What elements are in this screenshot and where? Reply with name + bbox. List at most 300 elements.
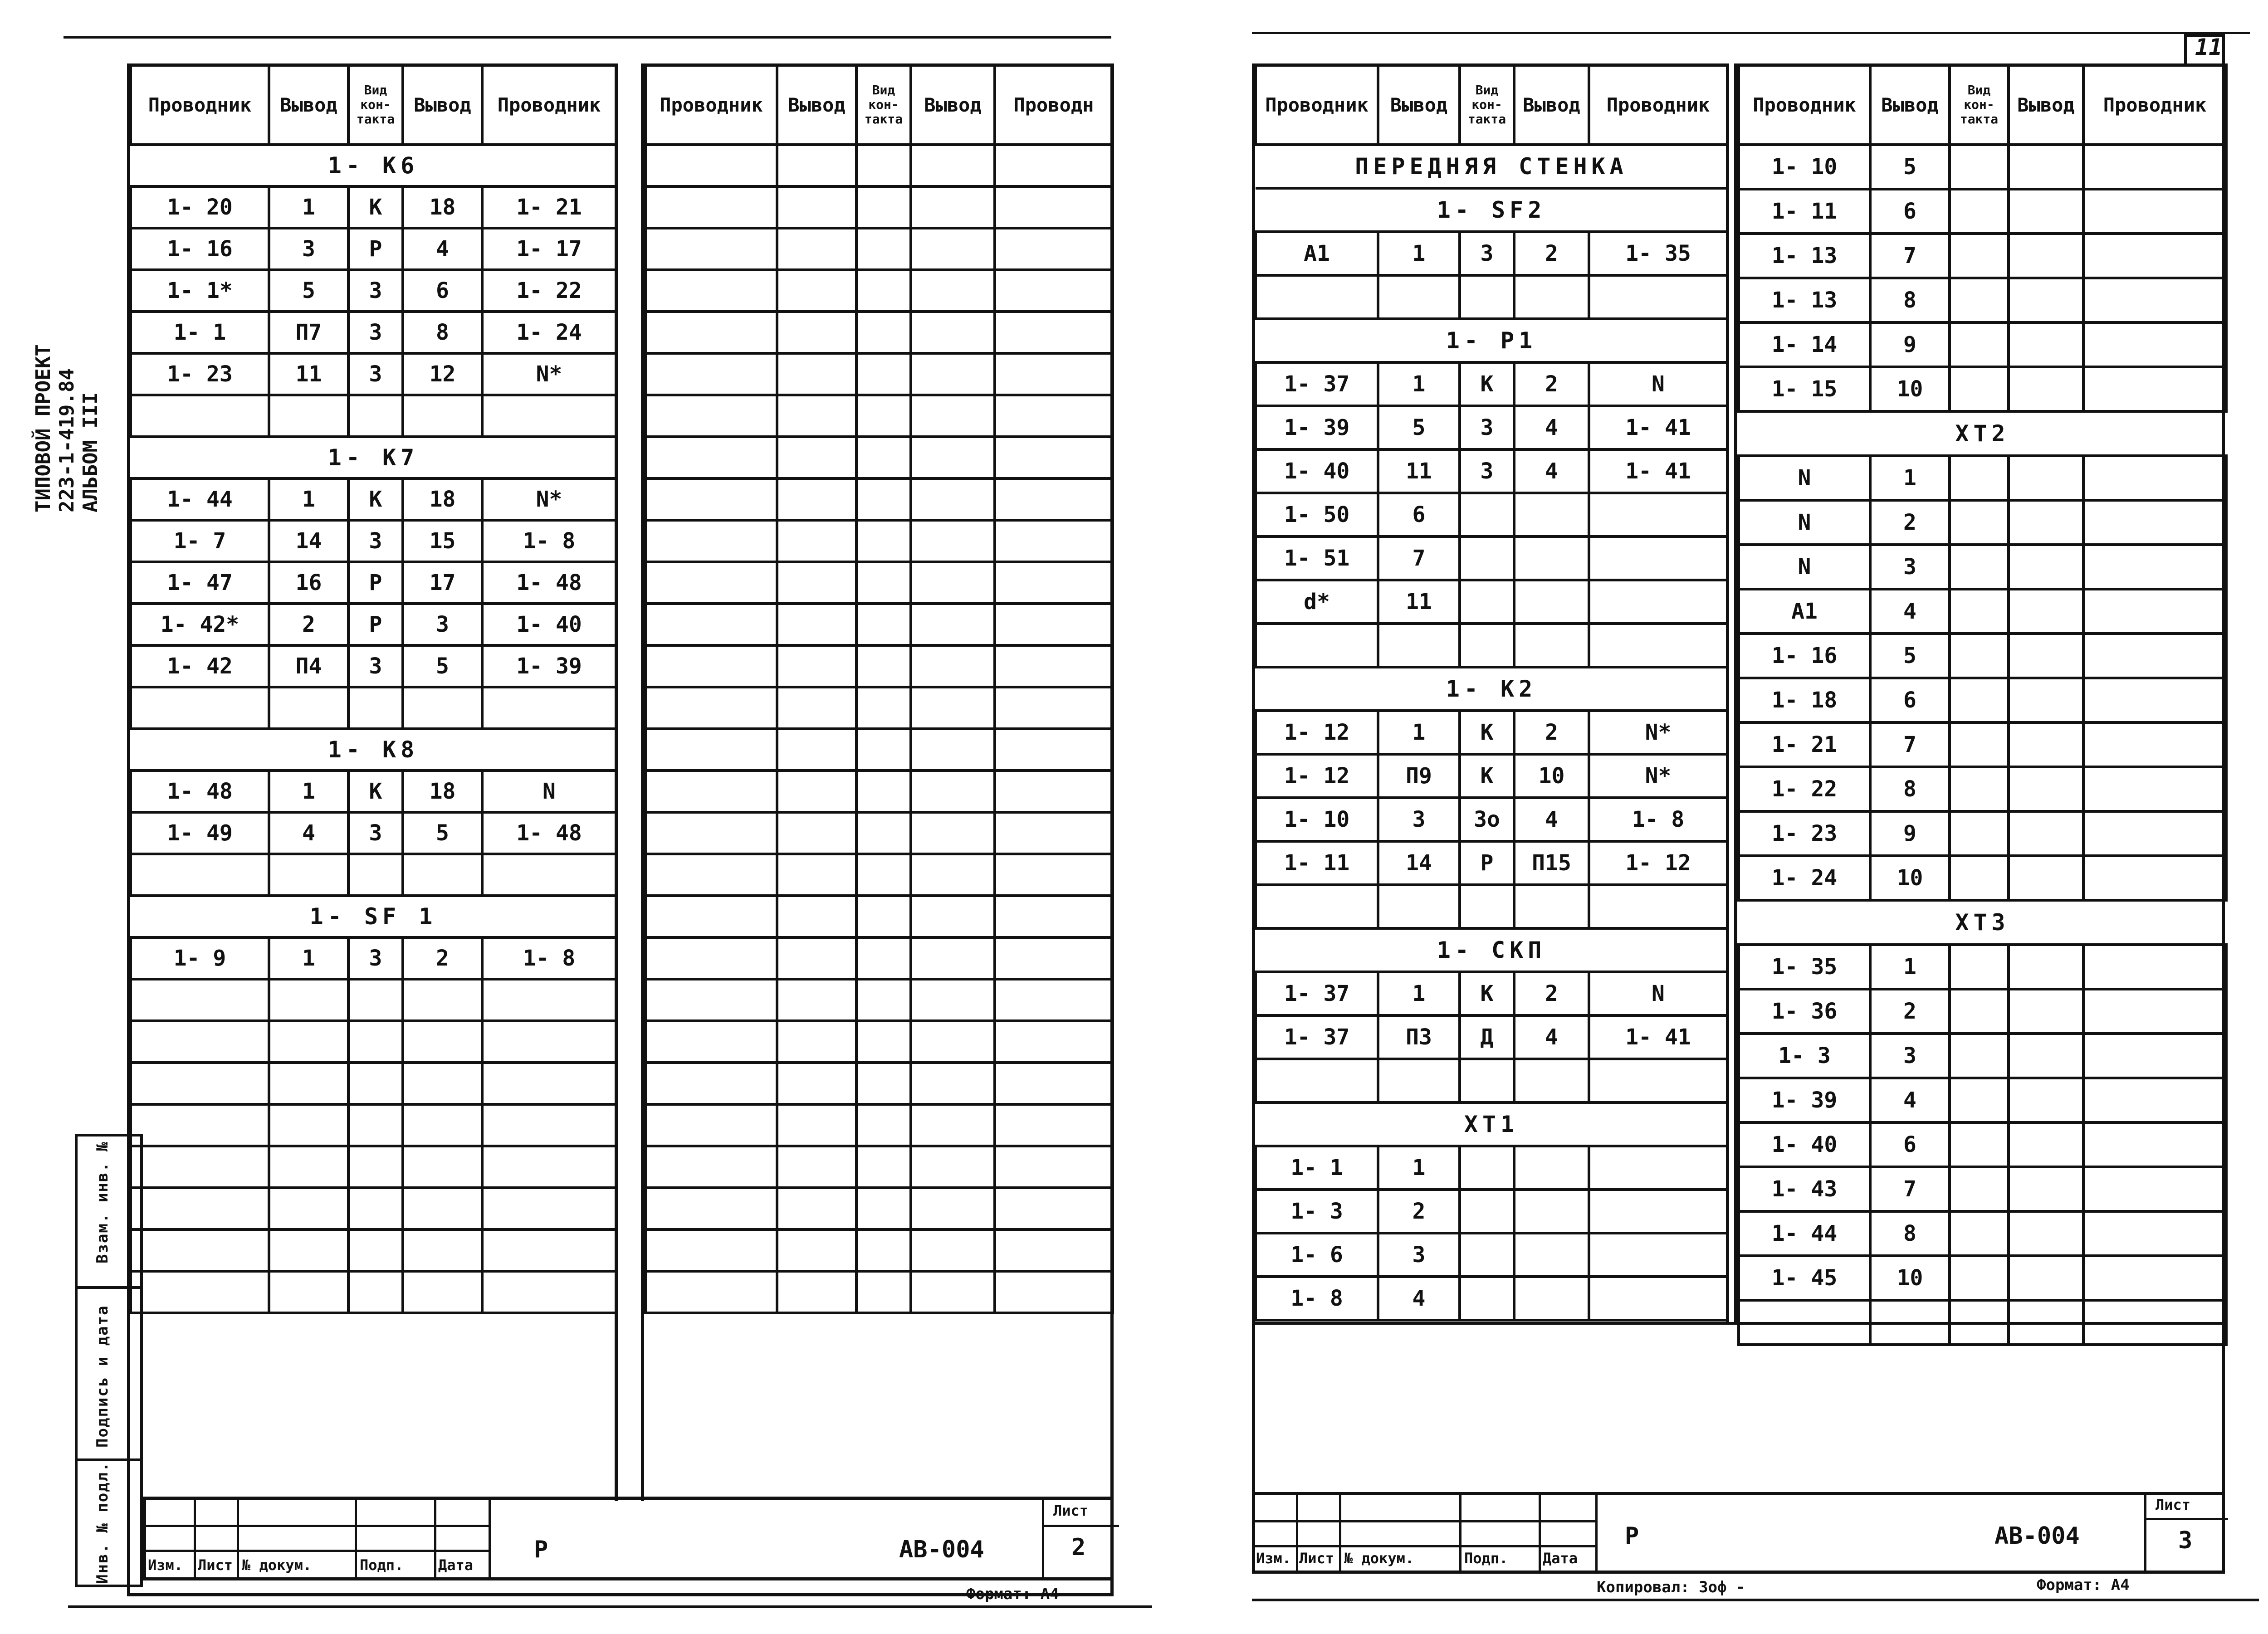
empty-row (645, 1188, 1113, 1229)
empty-cell (777, 812, 856, 854)
cell-wire-2: 1- 8 (1589, 798, 1727, 841)
cell-wire: A1 (1256, 232, 1378, 275)
empty-cell (856, 979, 911, 1021)
table-row (1256, 624, 1727, 667)
cell-wire-2: 1- 8 (482, 937, 616, 979)
cell-contact (1950, 1034, 2009, 1078)
empty-cell (995, 1021, 1113, 1063)
empty-cell (645, 979, 777, 1021)
empty-cell (131, 1146, 269, 1188)
empty-cell (482, 1063, 616, 1104)
table-row (1256, 1190, 1727, 1233)
cell-wire: N (1739, 545, 1870, 589)
cell-wire: 1- 11 (1256, 841, 1378, 885)
cell-terminal-2: 4 (1514, 798, 1589, 841)
section-row (131, 896, 616, 937)
table-row (131, 395, 616, 437)
tb3-label-doc: № докум. (1344, 1550, 1414, 1567)
empty-cell (856, 896, 911, 937)
empty-cell (995, 437, 1113, 478)
empty-cell (777, 520, 856, 562)
cell-terminal: 1 (1378, 711, 1460, 754)
tb3-sheet-box (2144, 1495, 2226, 1571)
empty-cell (777, 228, 856, 270)
empty-cell (911, 1063, 995, 1104)
cell-contact (1460, 580, 1514, 624)
empty-cell (856, 437, 911, 478)
cell-wire: 1- 40 (1739, 1122, 1870, 1167)
empty-cell (995, 562, 1113, 604)
cell-wire: 1- 18 (1739, 678, 1870, 722)
cell-wire: 1- 12 (1256, 754, 1378, 798)
empty-cell (777, 312, 856, 353)
cell-wire: 1- 39 (1739, 1078, 1870, 1122)
empty-row (131, 979, 616, 1021)
sheet-3-corner-no: 11 (2195, 34, 2223, 60)
empty-cell (856, 145, 911, 186)
cell-terminal: 3 (1870, 1034, 1950, 1078)
table-row (1256, 711, 1727, 754)
cell-terminal: 1 (1870, 945, 1950, 989)
table-row (1739, 456, 2226, 500)
cell-wire: 1- 14 (1739, 322, 1870, 367)
table-row (1739, 234, 2226, 278)
cell-wire: 1- 6 (1256, 1233, 1378, 1277)
empty-cell (911, 145, 995, 186)
table-row (1256, 362, 1727, 406)
table-row (1739, 1167, 2226, 1211)
empty-cell (995, 395, 1113, 437)
empty-cell (911, 729, 995, 771)
empty-cell (911, 1188, 995, 1229)
cell-contact (1950, 545, 2009, 589)
section-title: ПЕРЕДНЯЯ СТЕНКА (1256, 145, 1727, 188)
cell-wire-2: 1- 35 (1589, 232, 1727, 275)
table-row (1256, 232, 1727, 275)
tb3-col-list (1298, 1495, 1341, 1571)
empty-cell (645, 1021, 777, 1063)
cell-terminal: 9 (1870, 322, 1950, 367)
tb3-label-list: Лист (1299, 1550, 1334, 1567)
cell-contact (1950, 1167, 2009, 1211)
cell-terminal-2: 5 (403, 645, 482, 687)
sheet-2-right-table (644, 63, 1114, 1314)
cell-terminal-2 (403, 687, 482, 729)
empty-cell (777, 395, 856, 437)
sheet-3-divider (1726, 63, 1737, 1324)
cell-terminal-2 (2009, 634, 2083, 678)
cell-terminal-2 (2009, 545, 2083, 589)
section-row (1739, 900, 2226, 945)
table-row (1256, 885, 1727, 928)
cell-terminal-2 (2009, 811, 2083, 856)
cell-terminal-2 (403, 395, 482, 437)
project-label (32, 344, 103, 512)
empty-row (645, 1104, 1113, 1146)
empty-cell (777, 1188, 856, 1229)
empty-cell (995, 1271, 1113, 1313)
cell-contact: З (1460, 232, 1514, 275)
cell-terminal-2 (2009, 678, 2083, 722)
table-row (1256, 1059, 1727, 1102)
empty-cell (911, 812, 995, 854)
cell-wire: 1- 8 (1256, 1277, 1378, 1320)
empty-row (645, 1229, 1113, 1271)
empty-row (645, 896, 1113, 937)
empty-cell (645, 604, 777, 645)
cell-terminal: 2 (269, 604, 348, 645)
cell-wire-2: N* (482, 478, 616, 520)
cell-wire-2: 1- 48 (482, 562, 616, 604)
table-row (1256, 754, 1727, 798)
header-row (131, 65, 616, 145)
empty-cell (995, 1188, 1113, 1229)
empty-cell (911, 687, 995, 729)
cell-wire-2: N (1589, 362, 1727, 406)
cell-terminal-2: 18 (403, 771, 482, 812)
empty-cell (645, 562, 777, 604)
cell-terminal (1378, 1059, 1460, 1102)
empty-row (645, 437, 1113, 478)
cell-terminal-2: 15 (403, 520, 482, 562)
section-row (1256, 928, 1727, 972)
empty-cell (131, 1229, 269, 1271)
empty-cell (403, 1229, 482, 1271)
empty-cell (856, 729, 911, 771)
cell-wire: d* (1256, 580, 1378, 624)
table-row (131, 562, 616, 604)
tb2-label-izm: Изм. (148, 1556, 183, 1574)
cell-terminal: 4 (1378, 1277, 1460, 1320)
cell-wire-2 (2083, 634, 2226, 678)
sheet-2-title-block (143, 1497, 1114, 1580)
empty-cell (645, 771, 777, 812)
empty-cell (995, 604, 1113, 645)
table-row (1739, 145, 2226, 189)
empty-row (645, 1063, 1113, 1104)
empty-row (645, 1271, 1113, 1313)
cell-terminal: 1 (269, 478, 348, 520)
empty-cell (995, 1104, 1113, 1146)
cell-wire: 1- 1 (131, 312, 269, 353)
cell-terminal: 1 (1378, 972, 1460, 1015)
cell-wire: 1- 12 (1256, 711, 1378, 754)
table-row (131, 687, 616, 729)
tb2-col-doc (239, 1500, 357, 1577)
empty-cell (777, 270, 856, 312)
empty-row (131, 1104, 616, 1146)
empty-cell (856, 228, 911, 270)
cell-terminal: 11 (269, 353, 348, 395)
section-title: 1- K7 (131, 437, 616, 478)
cell-terminal: 3 (1378, 798, 1460, 841)
header-terminal: Вывод (269, 65, 348, 145)
tb2-col-date (436, 1500, 491, 1577)
empty-cell (911, 937, 995, 979)
empty-cell (269, 1104, 348, 1146)
cell-terminal: 1 (1870, 456, 1950, 500)
empty-cell (856, 771, 911, 812)
side-text-podl: Инв. № подл. (93, 1461, 112, 1584)
empty-cell (856, 478, 911, 520)
cell-wire: 1- 51 (1256, 537, 1378, 580)
cell-terminal-2: 4 (1514, 1015, 1589, 1059)
cell-wire: 1- 3 (1739, 1034, 1870, 1078)
cell-wire-2 (2083, 1211, 2226, 1256)
empty-row (131, 1021, 616, 1063)
empty-cell (856, 395, 911, 437)
empty-cell (856, 937, 911, 979)
cell-wire-2 (1589, 1277, 1727, 1320)
empty-row (645, 562, 1113, 604)
empty-cell (645, 520, 777, 562)
table-row (1739, 1078, 2226, 1122)
empty-cell (995, 937, 1113, 979)
empty-cell (777, 645, 856, 687)
cell-contact (1460, 275, 1514, 319)
empty-cell (856, 1146, 911, 1188)
empty-cell (911, 604, 995, 645)
cell-wire-2: N* (1589, 711, 1727, 754)
table-row (131, 937, 616, 979)
cell-contact (1460, 493, 1514, 537)
cell-terminal: 16 (269, 562, 348, 604)
table-row (1739, 189, 2226, 234)
empty-cell (911, 478, 995, 520)
cell-contact (1950, 1256, 2009, 1300)
empty-row (131, 1271, 616, 1313)
empty-row (645, 687, 1113, 729)
empty-row (645, 520, 1113, 562)
cell-wire-2 (2083, 856, 2226, 900)
cell-terminal-2 (1514, 537, 1589, 580)
tb2-sheet-hline (1044, 1525, 1119, 1527)
empty-cell (777, 145, 856, 186)
cell-wire-2: N* (1589, 754, 1727, 798)
project-line-1: ТИПОВОЙ ПРОЕКТ (32, 344, 55, 512)
cell-contact: З (348, 270, 403, 312)
cell-wire (1256, 624, 1378, 667)
cell-wire: N (1739, 456, 1870, 500)
tb2-sheet-label: Лист (1053, 1502, 1089, 1519)
empty-cell (995, 520, 1113, 562)
table-row (1739, 767, 2226, 811)
empty-cell (482, 1229, 616, 1271)
empty-cell (856, 1104, 911, 1146)
header-terminal-2: Вывод (911, 65, 995, 145)
cell-wire: 1- 20 (131, 186, 269, 228)
empty-cell (645, 1104, 777, 1146)
cell-contact (1950, 322, 2009, 367)
cell-terminal-2 (2009, 145, 2083, 189)
table-row (1256, 1015, 1727, 1059)
empty-cell (403, 1271, 482, 1313)
cell-contact: P (348, 228, 403, 270)
header-terminal: Вывод (777, 65, 856, 145)
empty-cell (911, 1104, 995, 1146)
cell-terminal-2 (1514, 1146, 1589, 1190)
cell-terminal-2: 18 (403, 478, 482, 520)
cell-wire-2: 1- 48 (482, 812, 616, 854)
empty-cell (995, 729, 1113, 771)
table-row (1256, 580, 1727, 624)
header-wire-2: Проводник (482, 65, 616, 145)
cell-wire-2: 1- 12 (1589, 841, 1727, 885)
cell-wire (131, 395, 269, 437)
empty-cell (911, 395, 995, 437)
empty-cell (777, 1021, 856, 1063)
cell-wire-2 (1589, 537, 1727, 580)
empty-cell (348, 1021, 403, 1063)
cell-wire: 1- 42 (131, 645, 269, 687)
cell-wire-2: 1- 22 (482, 270, 616, 312)
cell-wire-2: 1- 39 (482, 645, 616, 687)
cell-wire: 1- 13 (1739, 234, 1870, 278)
cell-contact: З (348, 312, 403, 353)
section-title: 1- P1 (1256, 319, 1727, 362)
empty-cell (645, 645, 777, 687)
cell-terminal: 2 (1378, 1190, 1460, 1233)
section-title: XT1 (1256, 1102, 1727, 1146)
cell-wire: 1- 24 (1739, 856, 1870, 900)
empty-cell (995, 812, 1113, 854)
cell-terminal: 7 (1378, 537, 1460, 580)
section-title: XT3 (1739, 900, 2226, 945)
cell-terminal-2: 2 (403, 937, 482, 979)
sheet-3-right-table (1737, 63, 2228, 1346)
cell-contact (348, 854, 403, 896)
cell-contact (1950, 589, 2009, 634)
table-row (1739, 634, 2226, 678)
cell-terminal-2 (1514, 275, 1589, 319)
cell-terminal: 10 (1870, 1256, 1950, 1300)
table-row (1739, 722, 2226, 767)
cell-terminal: 1 (269, 186, 348, 228)
cell-contact (1460, 1146, 1514, 1190)
cell-terminal-2 (2009, 367, 2083, 411)
header-contact: Вид кон-такта (348, 65, 403, 145)
table-row (1739, 811, 2226, 856)
cell-wire-2: 1- 41 (1589, 449, 1727, 493)
header-wire-2: Проводн (995, 65, 1113, 145)
cell-wire-2 (2083, 322, 2226, 367)
cell-contact (1460, 1277, 1514, 1320)
tb3-col-date (1541, 1495, 1598, 1571)
cell-terminal: 1 (1378, 1146, 1460, 1190)
cell-terminal: 1 (1378, 232, 1460, 275)
cell-terminal: 6 (1378, 493, 1460, 537)
cell-terminal-2 (2009, 456, 2083, 500)
cell-contact (1950, 945, 2009, 989)
table-row (1739, 678, 2226, 722)
sheet-3-top-line (1252, 32, 2250, 34)
tb3-sheet-label: Лист (2156, 1496, 2191, 1513)
table-row (1256, 1146, 1727, 1190)
empty-row (645, 270, 1113, 312)
cell-contact: З (348, 520, 403, 562)
empty-cell (856, 604, 911, 645)
cell-wire-2 (2083, 189, 2226, 234)
empty-row (645, 979, 1113, 1021)
cell-wire-2: 1- 21 (482, 186, 616, 228)
empty-cell (995, 1146, 1113, 1188)
cell-terminal-2: 6 (403, 270, 482, 312)
cell-wire: 1- 13 (1739, 278, 1870, 322)
empty-cell (856, 687, 911, 729)
cell-contact: З (348, 937, 403, 979)
header-wire: Проводник (645, 65, 777, 145)
cell-wire-2: 1- 8 (482, 520, 616, 562)
empty-cell (777, 1229, 856, 1271)
cell-terminal: 3 (1870, 545, 1950, 589)
table-row (131, 771, 616, 812)
section-title: 1- K8 (131, 729, 616, 771)
empty-cell (911, 979, 995, 1021)
empty-cell (403, 1021, 482, 1063)
section-row (1739, 411, 2226, 456)
cell-contact (1950, 278, 2009, 322)
empty-row (645, 604, 1113, 645)
table-row (1739, 1122, 2226, 1167)
cell-wire-2 (2083, 367, 2226, 411)
empty-row (131, 1229, 616, 1271)
cell-terminal-2: 8 (403, 312, 482, 353)
cell-terminal-2: 5 (403, 812, 482, 854)
cell-terminal: 2 (1870, 500, 1950, 545)
cell-terminal-2 (2009, 945, 2083, 989)
cell-wire-2 (482, 854, 616, 896)
header-terminal-2: Вывод (1514, 65, 1589, 145)
empty-row (645, 312, 1113, 353)
cell-wire: A1 (1739, 589, 1870, 634)
empty-cell (131, 1021, 269, 1063)
side-cell-3 (78, 1458, 140, 1590)
cell-terminal-2: 18 (403, 186, 482, 228)
cell-terminal: 7 (1870, 234, 1950, 278)
cell-terminal-2 (2009, 189, 2083, 234)
empty-row (131, 1063, 616, 1104)
cell-contact (1950, 500, 2009, 545)
cell-contact (1950, 234, 2009, 278)
empty-row (645, 645, 1113, 687)
cell-terminal-2: 4 (403, 228, 482, 270)
cell-wire: 1- 9 (131, 937, 269, 979)
tb2-label-date: Дата (438, 1556, 474, 1574)
sheet-3-bottom-line (1252, 1599, 2259, 1601)
table-row (131, 312, 616, 353)
cell-terminal: 4 (269, 812, 348, 854)
cell-terminal-2: 10 (1514, 754, 1589, 798)
empty-cell (348, 1188, 403, 1229)
side-text-sign: Подпись и дата (93, 1305, 112, 1448)
empty-cell (856, 1229, 911, 1271)
cell-wire: 1- 10 (1739, 145, 1870, 189)
cell-wire-2 (482, 395, 616, 437)
cell-wire-2 (2083, 1167, 2226, 1211)
header-row (1256, 65, 1727, 145)
cell-wire: 1- 16 (1739, 634, 1870, 678)
empty-cell (856, 1021, 911, 1063)
cell-terminal: 1 (1378, 362, 1460, 406)
empty-cell (856, 854, 911, 896)
cell-contact: K (1460, 972, 1514, 1015)
table-row (1739, 278, 2226, 322)
cell-wire-2: 1- 17 (482, 228, 616, 270)
cell-terminal: 11 (1378, 449, 1460, 493)
empty-cell (911, 645, 995, 687)
cell-contact: K (1460, 711, 1514, 754)
cell-terminal: 6 (1870, 189, 1950, 234)
